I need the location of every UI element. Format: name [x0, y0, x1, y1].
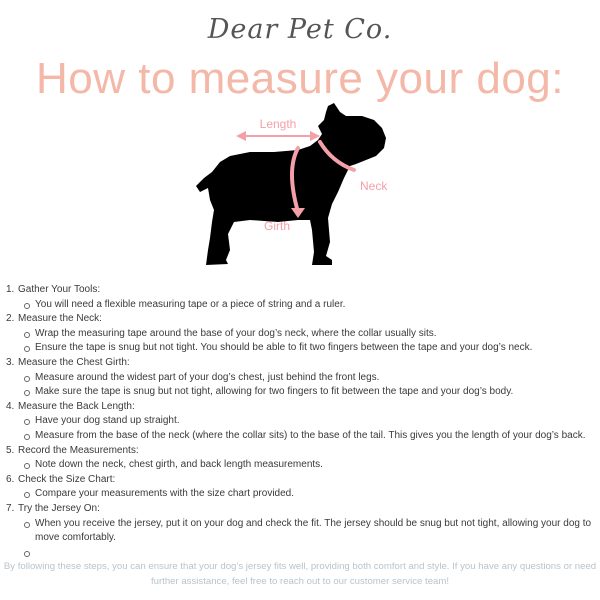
step-title: [6, 444, 594, 459]
step-number: 6.: [6, 473, 15, 485]
step-bullets: [6, 327, 594, 356]
step-number: 4.: [6, 400, 15, 412]
step-number: 2.: [6, 313, 15, 325]
step-bullets: [6, 487, 594, 502]
step-heading: Measure the Neck:: [18, 313, 102, 325]
step-heading: Gather Your Tools:: [18, 284, 101, 295]
step-bullet: You will need a flexible measuring tape or a piece of string and a ruler.: [24, 298, 594, 313]
step-item: [6, 444, 594, 473]
step-bullet: Make sure the tape is snug but not tight, allowing for two fingers to fit between the tape and your dog’s body.: [24, 385, 594, 400]
step-bullet: Note down the neck, chest girth, and back length measurements.: [24, 458, 594, 473]
step-number: 1.: [6, 284, 15, 295]
instructions-list: [6, 283, 594, 560]
step-item: [6, 312, 594, 356]
step-heading: Check the Size Chart:: [18, 473, 116, 485]
brand-logo: Dear Pet Co.: [207, 14, 393, 45]
step-number: 7.: [6, 502, 15, 514]
step-title: [6, 283, 594, 298]
step-item: [6, 356, 594, 400]
step-bullet: Measure around the widest part of your dog’s chest, just behind the front legs.: [24, 371, 594, 386]
step-title: [6, 356, 594, 371]
step-bullet: Have your dog stand up straight.: [24, 414, 594, 429]
step-title: [6, 400, 594, 415]
step-bullets: [6, 458, 594, 473]
step-item: [6, 502, 594, 560]
step-heading: Record the Measurements:: [18, 444, 139, 456]
step-number: 3.: [6, 356, 15, 368]
step-heading: Try the Jersey On:: [18, 502, 100, 514]
step-bullets: [6, 371, 594, 400]
step-bullet: Wrap the measuring tape around the base of your dog’s neck, where the collar usually sits.: [24, 327, 594, 342]
length-arrow-left-head: [236, 131, 246, 141]
step-bullet: When you receive the jersey, put it on your dog and check the fit. The jersey should be snug but not tight, allowing your dog to move comfortably.: [24, 517, 594, 546]
step-item: [6, 283, 594, 312]
step-item: [6, 400, 594, 444]
step-bullet: Compare your measurements with the size chart provided.: [24, 487, 594, 502]
length-label: Length: [259, 117, 297, 131]
step-title: [6, 312, 594, 327]
dog-measurement-diagram: [190, 100, 410, 270]
step-bullet: Measure from the base of the neck (where the collar sits) to the base of the tail. This gives you the length of your dog’s back.: [24, 429, 594, 444]
empty-bullet: [24, 546, 594, 560]
step-bullets: [6, 298, 594, 313]
step-title: [6, 502, 594, 517]
step-number: 5.: [6, 444, 15, 456]
step-item: [6, 473, 594, 502]
closing-note: By following these steps, you can ensure that your dog’s jersey fits well, providing both comfort and style. If you have any questions or need further assistance, feel free to reach out to our customer service team!: [3, 561, 597, 587]
step-bullet: Ensure the tape is snug but not tight. You should be able to fit two fingers between the tape and your dog’s neck.: [24, 341, 594, 356]
step-bullets: [6, 517, 594, 560]
step-heading: Measure the Chest Girth:: [18, 356, 130, 368]
girth-label: Girth: [264, 219, 291, 233]
step-title: [6, 473, 594, 488]
dog-diagram-svg: [190, 100, 410, 270]
step-heading: Measure the Back Length:: [18, 400, 135, 412]
neck-label: Neck: [360, 179, 388, 193]
page-title: How to measure your dog:: [35, 54, 565, 103]
step-bullets: [6, 414, 594, 443]
